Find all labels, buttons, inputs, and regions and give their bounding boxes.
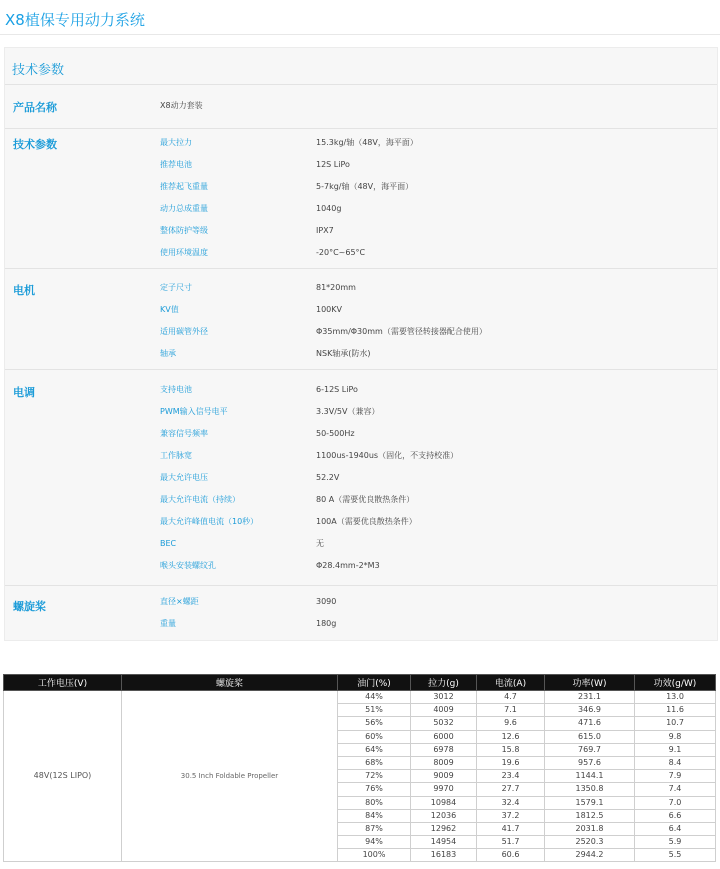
spec-value: 6-12S LiPo	[316, 385, 358, 394]
spec-row	[5, 613, 717, 635]
spec-value: 50-500Hz	[316, 429, 355, 438]
spec-label: BEC	[160, 539, 177, 548]
spec-label: 工作脉宽	[160, 451, 192, 460]
table-cell: 8009	[411, 756, 477, 769]
table-cell: 94%	[338, 836, 411, 849]
column-header: 功效(g/W)	[635, 675, 716, 691]
table-cell: 471.6	[545, 717, 635, 730]
table-cell: 231.1	[545, 691, 635, 704]
table-cell: 346.9	[545, 704, 635, 717]
spec-label: 直径×螺距	[160, 597, 199, 606]
spec-value: IPX7	[316, 226, 334, 235]
section-heading: 技术参数	[13, 138, 57, 151]
spec-value: 1040g	[316, 204, 342, 213]
spec-row	[5, 198, 717, 220]
table-header-row	[4, 675, 716, 691]
spec-value: 52.2V	[316, 473, 340, 482]
table-cell: 4.7	[477, 691, 545, 704]
table-cell: 1812.5	[545, 809, 635, 822]
column-header: 拉力(g)	[411, 675, 477, 691]
table-cell: 56%	[338, 717, 411, 730]
table-cell: 3012	[411, 691, 477, 704]
spec-value: 15.3kg/轴（48V，海平面）	[316, 138, 418, 147]
spec-label: 定子尺寸	[160, 283, 192, 292]
spec-value: 5-7kg/轴（48V，海平面）	[316, 182, 414, 191]
spec-row	[5, 511, 717, 533]
spec-section-general	[5, 129, 717, 269]
table-cell: 51%	[338, 704, 411, 717]
table-cell: 84%	[338, 809, 411, 822]
table-cell: 100%	[338, 849, 411, 862]
table-cell: 5.5	[635, 849, 716, 862]
spec-label: 支持电池	[160, 385, 192, 394]
spec-row	[5, 343, 717, 365]
spec-value: Φ35mm/Φ30mm（需要管径转接器配合使用）	[316, 327, 487, 336]
spec-label: KV值	[160, 305, 179, 314]
table-cell: 7.1	[477, 704, 545, 717]
spec-section-propeller	[5, 586, 717, 640]
table-body	[4, 691, 716, 862]
table-cell: 615.0	[545, 730, 635, 743]
table-cell: 9.8	[635, 730, 716, 743]
column-header: 工作电压(V)	[4, 675, 122, 691]
spec-row	[5, 489, 717, 511]
table-cell: 13.0	[635, 691, 716, 704]
spec-value: NSK轴承(防水)	[316, 349, 371, 358]
table-cell: 6.6	[635, 809, 716, 822]
column-header: 功率(W)	[545, 675, 635, 691]
spec-label: 推荐电池	[160, 160, 192, 169]
spec-value: 81*20mm	[316, 283, 356, 292]
table-cell: 12962	[411, 822, 477, 835]
table-cell: 957.6	[545, 756, 635, 769]
product-section	[5, 85, 717, 129]
spec-value: 1100us-1940us（固化，不支持校准）	[316, 451, 459, 460]
spec-row	[5, 242, 717, 264]
panel-header	[5, 48, 717, 85]
section-heading: 螺旋桨	[13, 600, 46, 613]
spec-value: 无	[316, 539, 324, 548]
table-cell: 6000	[411, 730, 477, 743]
table-cell: 9009	[411, 770, 477, 783]
spec-value: 80 A（需要优良散热条件）	[316, 495, 415, 504]
spec-value: 3.3V/5V（兼容）	[316, 407, 380, 416]
table-cell: 6978	[411, 743, 477, 756]
table-cell: 7.0	[635, 796, 716, 809]
spec-label: 动力总成重量	[160, 204, 208, 213]
spec-section-motor	[5, 269, 717, 370]
spec-value: 180g	[316, 619, 337, 628]
table-cell: 76%	[338, 783, 411, 796]
spec-row	[5, 401, 717, 423]
spec-panel	[4, 47, 718, 641]
spec-row	[5, 379, 717, 401]
section-heading: 电机	[13, 284, 35, 297]
page-title: X8植保专用动力系统	[5, 11, 145, 29]
spec-row	[5, 467, 717, 489]
table-cell: 10984	[411, 796, 477, 809]
table-cell: 9970	[411, 783, 477, 796]
product-heading: 产品名称	[13, 101, 57, 114]
table-cell: 8.4	[635, 756, 716, 769]
table-cell: 7.4	[635, 783, 716, 796]
spec-value: -20°C~65°C	[316, 248, 366, 257]
spec-row	[5, 533, 717, 555]
table-cell: 15.8	[477, 743, 545, 756]
table-cell: 2944.2	[545, 849, 635, 862]
table-cell: 12.6	[477, 730, 545, 743]
spec-label: 使用环境温度	[160, 248, 208, 257]
table-cell: 80%	[338, 796, 411, 809]
propeller-cell: 30.5 Inch Foldable Propeller	[122, 691, 338, 862]
spec-label: 最大允许峰值电流（10秒）	[160, 517, 259, 526]
spec-label: 适用碳管外径	[160, 327, 208, 336]
table-cell: 4009	[411, 704, 477, 717]
spec-row	[5, 277, 717, 299]
table-cell: 1350.8	[545, 783, 635, 796]
spec-value: 12S LiPo	[316, 160, 350, 169]
spec-row	[5, 555, 717, 577]
spec-row	[5, 220, 717, 242]
column-header: 螺旋桨	[122, 675, 338, 691]
spec-row	[5, 591, 717, 613]
table-cell: 11.6	[635, 704, 716, 717]
spec-row	[5, 423, 717, 445]
spec-label: 喉头安装螺纹孔	[160, 561, 216, 570]
table-cell: 6.4	[635, 822, 716, 835]
spec-label: 整体防护等级	[160, 226, 208, 235]
table-cell: 2520.3	[545, 836, 635, 849]
table-cell: 68%	[338, 756, 411, 769]
table-cell: 1144.1	[545, 770, 635, 783]
spec-value: 100KV	[316, 305, 342, 314]
table-cell: 72%	[338, 770, 411, 783]
spec-value: Φ28.4mm-2*M3	[316, 561, 380, 570]
table-cell: 37.2	[477, 809, 545, 822]
table-cell: 60%	[338, 730, 411, 743]
spec-row	[5, 321, 717, 343]
spec-label: 最大拉力	[160, 138, 192, 147]
spec-label: 最大允许电压	[160, 473, 208, 482]
table-cell: 10.7	[635, 717, 716, 730]
product-name: X8动力套装	[160, 101, 203, 110]
table-cell: 5.9	[635, 836, 716, 849]
table-row	[4, 691, 716, 704]
table-cell: 1579.1	[545, 796, 635, 809]
spec-label: 兼容信号频率	[160, 429, 208, 438]
table-cell: 16183	[411, 849, 477, 862]
table-cell: 87%	[338, 822, 411, 835]
table-cell: 19.6	[477, 756, 545, 769]
table-cell: 27.7	[477, 783, 545, 796]
table-cell: 769.7	[545, 743, 635, 756]
title-divider	[0, 34, 720, 35]
table-cell: 7.9	[635, 770, 716, 783]
table-cell: 23.4	[477, 770, 545, 783]
spec-value: 3090	[316, 597, 337, 606]
spec-label: 推荐起飞重量	[160, 182, 208, 191]
spec-label: 重量	[160, 619, 176, 628]
spec-row	[5, 176, 717, 198]
spec-section-esc	[5, 370, 717, 586]
panel-title: 技术参数	[12, 63, 65, 78]
table-cell: 44%	[338, 691, 411, 704]
spec-value: 100A（需要优良散热条件）	[316, 517, 417, 526]
table-cell: 9.1	[635, 743, 716, 756]
table-cell: 9.6	[477, 717, 545, 730]
table-cell: 12036	[411, 809, 477, 822]
section-heading: 电调	[13, 386, 35, 399]
spec-row	[5, 445, 717, 467]
performance-table	[3, 674, 716, 862]
spec-row	[5, 299, 717, 321]
voltage-cell: 48V(12S LIPO)	[4, 691, 122, 862]
spec-row	[5, 154, 717, 176]
table-cell: 51.7	[477, 836, 545, 849]
spec-label: 最大允许电流（持续）	[160, 495, 240, 504]
spec-label: 轴承	[160, 349, 176, 358]
table-cell: 5032	[411, 717, 477, 730]
spec-label: PWM输入信号电平	[160, 407, 228, 416]
table-cell: 14954	[411, 836, 477, 849]
column-header: 电流(A)	[477, 675, 545, 691]
table-cell: 64%	[338, 743, 411, 756]
table-cell: 2031.8	[545, 822, 635, 835]
table-cell: 41.7	[477, 822, 545, 835]
table-cell: 32.4	[477, 796, 545, 809]
column-header: 油门(%)	[338, 675, 411, 691]
spec-row	[5, 132, 717, 154]
table-cell: 60.6	[477, 849, 545, 862]
